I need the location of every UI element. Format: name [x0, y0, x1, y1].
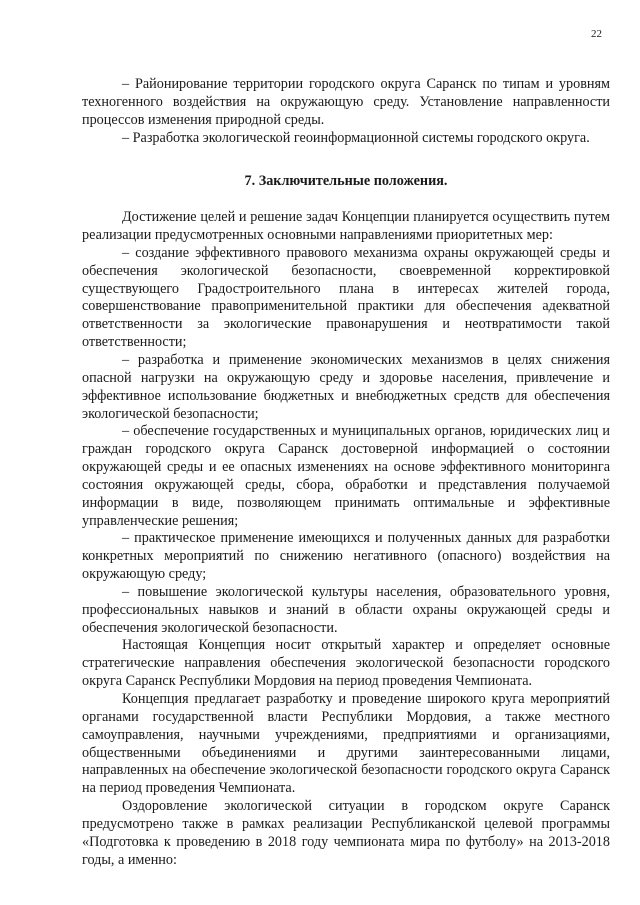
- section-title: 7. Заключительные положения.: [244, 173, 448, 190]
- paragraph: – повышение экологической культуры населения, образовательного уровня, профессиональных навыков и знаний в области охраны окружающей среды и обеспечения экологической безопасности.: [82, 583, 610, 636]
- spacer: [82, 191, 610, 209]
- paragraph: Достижение целей и решение задач Концепции планируется осуществить путем реализации предусмотренных основными направлениями приоритетных мер:: [82, 209, 610, 244]
- paragraph: – Районирование территории городского округа Саранск по типам и уровням техногенного воздействия на окружающую среду. Установление направленности процессов изменения природной среды.: [82, 76, 610, 128]
- paragraph: – Разработка экологической геоинформационной системы городского округа.: [122, 129, 590, 146]
- paragraph: – разработка и применение экономических механизмов в целях снижения опасной нагрузки на окружающую среду и здоровье населения, привлечение и эффективное использование бюджетных и внебюджетных средств для обеспечения экологической безопасности;: [82, 351, 610, 422]
- paragraph: – создание эффективного правового механизма охраны окружающей среды и обеспечения экологической безопасности, своевременной корректировкой существующего Градостроительного плана в интересах жителей города, совершенствование правоприменительной практики для обеспечения адекватной ответственности за экологические правонарушения и неотвратимости такой ответственности;: [82, 244, 610, 351]
- paragraph: Оздоровление экологической ситуации в городском округе Саранск предусмотрено также в рамках реализации Республиканской целевой программы «Подготовка к проведению в 2018 году чемпионата мира по футболу» на 2013-2018 годы, а именно:: [82, 798, 610, 868]
- paragraph: – обеспечение государственных и муниципальных органов, юридических лиц и граждан городского округа Саранск достоверной информацией о состоянии окружающей среды и ее опасных изменениях на основе эффективного мониторинга состояния окружающей среды, сбора, обработки и представления получаемой информации в виде, позволяющем принимать оптимальные и эффективные управленческие решения;: [82, 423, 610, 529]
- page-number: 22: [591, 28, 602, 40]
- paragraph: Концепция предлагает разработку и проведение широкого круга мероприятий органами государственной власти Республики Мордовия, а также местного самоуправления, научными учреждениями, предприятиями и организациями, общественными объединениями и другими заинтересованными лицами, направленных на обеспечение экологической безопасности городского округа Саранск на период проведения Чемпионата.: [82, 691, 610, 797]
- spacer: [82, 147, 610, 173]
- paragraph: Настоящая Концепция носит открытый характер и определяет основные стратегические направления обеспечения экологической безопасности городского округа Саранск Республики Мордовия на период проведения Чемпионата.: [82, 637, 610, 690]
- paragraph: – практическое применение имеющихся и полученных данных для разработки конкретных мероприятий по снижению негативного (опасного) воздействия на окружающую среду;: [82, 530, 610, 583]
- document-body: [82, 76, 610, 869]
